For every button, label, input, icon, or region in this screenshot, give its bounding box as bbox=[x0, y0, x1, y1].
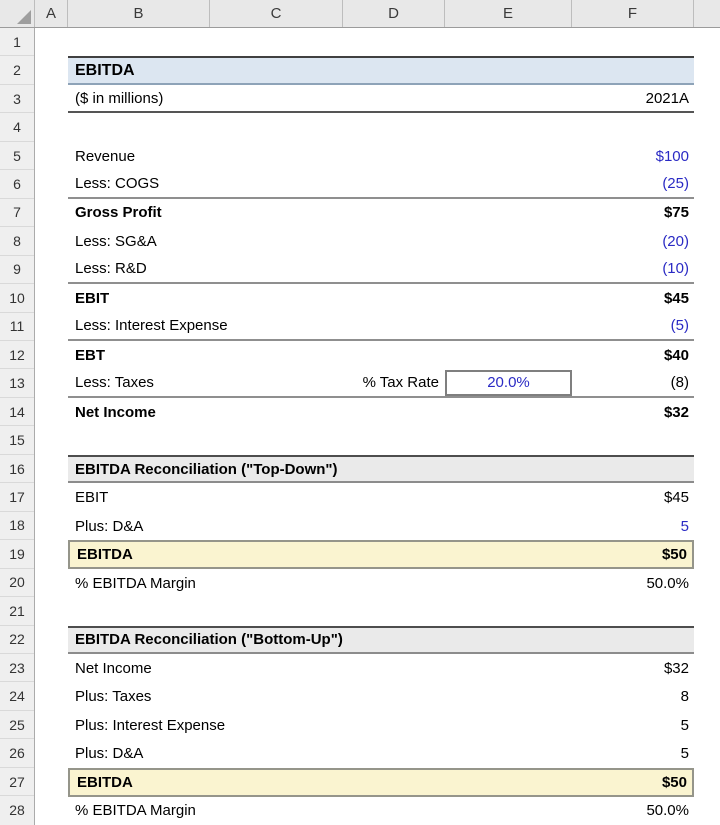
row-recon-bottom-net-income bbox=[68, 654, 694, 682]
row-ebt bbox=[68, 341, 694, 369]
recon-bottom-margin-label[interactable]: % EBITDA Margin bbox=[75, 802, 196, 820]
row-header-3[interactable]: 3 bbox=[0, 85, 34, 113]
row-header-1[interactable]: 1 bbox=[0, 28, 34, 56]
column-header-d[interactable]: D bbox=[343, 0, 445, 27]
select-all-icon bbox=[17, 10, 31, 24]
row-recon-bottom-taxes bbox=[68, 683, 694, 711]
row-header-10[interactable]: 10 bbox=[0, 284, 34, 312]
row-recon-bottom-ebitda bbox=[68, 768, 694, 796]
row-header-22[interactable]: 22 bbox=[0, 626, 34, 654]
row-units bbox=[68, 85, 694, 113]
gross-profit-value[interactable]: $75 bbox=[663, 204, 689, 222]
gross-profit-label[interactable]: Gross Profit bbox=[75, 204, 162, 222]
recon-bottom-ebitda-label[interactable]: EBITDA bbox=[77, 773, 133, 791]
recon-bottom-da-label[interactable]: Plus: D&A bbox=[75, 745, 144, 763]
sga-label[interactable]: Less: SG&A bbox=[75, 232, 157, 250]
row-header-12[interactable]: 12 bbox=[0, 341, 34, 369]
row-header-23[interactable]: 23 bbox=[0, 654, 34, 682]
row-header-26[interactable]: 26 bbox=[0, 739, 34, 767]
recon-top-margin-label[interactable]: % EBITDA Margin bbox=[75, 574, 196, 592]
ebt-value[interactable]: $40 bbox=[663, 346, 689, 364]
row-header-4[interactable]: 4 bbox=[0, 113, 34, 141]
row-recon-bottom-interest bbox=[68, 711, 694, 739]
column-header-e[interactable]: E bbox=[445, 0, 572, 27]
row-recon-top-header bbox=[68, 455, 694, 483]
row-recon-bottom-da bbox=[68, 740, 694, 768]
column-header-f[interactable]: F bbox=[572, 0, 694, 27]
ebt-label[interactable]: EBT bbox=[75, 346, 105, 364]
revenue-label[interactable]: Revenue bbox=[75, 147, 136, 165]
row-headers bbox=[0, 28, 35, 825]
recon-bottom-taxes-value[interactable]: 8 bbox=[680, 688, 689, 706]
row-header-5[interactable]: 5 bbox=[0, 142, 34, 170]
recon-top-ebitda-value[interactable]: $50 bbox=[661, 546, 687, 564]
recon-top-ebit-value[interactable]: $45 bbox=[663, 489, 689, 507]
recon-bottom-margin-value[interactable]: 50.0% bbox=[646, 802, 689, 820]
rnd-label[interactable]: Less: R&D bbox=[75, 260, 147, 278]
interest-expense-label[interactable]: Less: Interest Expense bbox=[75, 317, 228, 335]
column-header-a[interactable]: A bbox=[35, 0, 68, 27]
row-header-6[interactable]: 6 bbox=[0, 170, 34, 198]
interest-expense-value[interactable]: (5) bbox=[670, 317, 689, 335]
row-recon-bottom-margin bbox=[68, 797, 694, 825]
rnd-value[interactable]: (10) bbox=[662, 260, 689, 278]
row-taxes bbox=[68, 370, 694, 398]
recon-bottom-interest-label[interactable]: Plus: Interest Expense bbox=[75, 716, 226, 734]
column-header-c[interactable]: C bbox=[210, 0, 343, 27]
row-header-18[interactable]: 18 bbox=[0, 512, 34, 540]
sga-value[interactable]: (20) bbox=[662, 232, 689, 250]
tax-rate-input[interactable]: 20.0% bbox=[445, 370, 572, 396]
column-header-b[interactable]: B bbox=[68, 0, 210, 27]
recon-top-da-label[interactable]: Plus: D&A bbox=[75, 517, 144, 535]
taxes-label[interactable]: Less: Taxes bbox=[75, 374, 154, 392]
row-header-20[interactable]: 20 bbox=[0, 569, 34, 597]
recon-bottom-da-value[interactable]: 5 bbox=[680, 745, 689, 763]
net-income-value[interactable]: $32 bbox=[663, 403, 689, 421]
recon-bottom-net-income-label[interactable]: Net Income bbox=[75, 659, 152, 677]
row-header-16[interactable]: 16 bbox=[0, 455, 34, 483]
row-header-9[interactable]: 9 bbox=[0, 256, 34, 284]
row-header-11[interactable]: 11 bbox=[0, 313, 34, 341]
row-header-17[interactable]: 17 bbox=[0, 483, 34, 511]
row-gross-profit bbox=[68, 199, 694, 227]
row-header-27[interactable]: 27 bbox=[0, 768, 34, 796]
row-header-13[interactable]: 13 bbox=[0, 369, 34, 397]
cogs-value[interactable]: (25) bbox=[662, 175, 689, 193]
recon-top-ebit-label[interactable]: EBIT bbox=[75, 489, 109, 507]
row-recon-top-margin bbox=[68, 569, 694, 597]
row-net-income bbox=[68, 398, 694, 426]
row-ebit bbox=[68, 284, 694, 312]
column-header-partial[interactable] bbox=[694, 0, 720, 27]
row-recon-top-ebit bbox=[68, 483, 694, 511]
row-interest-expense bbox=[68, 313, 694, 341]
taxes-value[interactable]: (8) bbox=[670, 374, 689, 392]
row-recon-bottom-header bbox=[68, 626, 694, 654]
row-header-2[interactable]: 2 bbox=[0, 56, 34, 84]
recon-bottom-net-income-value[interactable]: $32 bbox=[663, 659, 689, 677]
row-header-25[interactable]: 25 bbox=[0, 711, 34, 739]
recon-top-ebitda-label[interactable]: EBITDA bbox=[77, 546, 133, 564]
recon-bottom-ebitda-value[interactable]: $50 bbox=[661, 773, 687, 791]
revenue-value[interactable]: $100 bbox=[655, 147, 689, 165]
ebit-label[interactable]: EBIT bbox=[75, 289, 110, 307]
row-rnd bbox=[68, 256, 694, 284]
row-sga bbox=[68, 227, 694, 255]
tax-rate-label[interactable]: % Tax Rate bbox=[362, 374, 439, 392]
recon-bottom-interest-value[interactable]: 5 bbox=[680, 716, 689, 734]
recon-top-da-value[interactable]: 5 bbox=[680, 517, 689, 535]
row-recon-top-da bbox=[68, 512, 694, 540]
net-income-label[interactable]: Net Income bbox=[75, 403, 156, 421]
select-all-corner[interactable] bbox=[0, 0, 35, 27]
row-header-21[interactable]: 21 bbox=[0, 597, 34, 625]
row-revenue bbox=[68, 142, 694, 170]
row-header-24[interactable]: 24 bbox=[0, 682, 34, 710]
row-header-28[interactable]: 28 bbox=[9, 802, 25, 819]
sheet-title[interactable]: EBITDA bbox=[75, 61, 135, 79]
column-headers bbox=[0, 0, 720, 28]
row-recon-top-ebitda bbox=[68, 540, 694, 568]
recon-top-header[interactable]: EBITDA Reconciliation ("Top-Down") bbox=[75, 460, 338, 478]
row-header-8[interactable]: 8 bbox=[0, 227, 34, 255]
ebit-value[interactable]: $45 bbox=[663, 289, 689, 307]
recon-bottom-taxes-label[interactable]: Plus: Taxes bbox=[75, 688, 152, 706]
row-title bbox=[68, 56, 694, 84]
row-header-19[interactable]: 19 bbox=[0, 540, 34, 568]
period-header[interactable]: 2021A bbox=[645, 89, 689, 107]
units-note[interactable]: ($ in millions) bbox=[75, 89, 164, 107]
cogs-label[interactable]: Less: COGS bbox=[75, 175, 160, 193]
row-cogs bbox=[68, 170, 694, 198]
row-header-15[interactable]: 15 bbox=[0, 426, 34, 454]
recon-top-margin-value[interactable]: 50.0% bbox=[646, 574, 689, 592]
row-header-14[interactable]: 14 bbox=[0, 398, 34, 426]
row-header-7[interactable]: 7 bbox=[0, 199, 34, 227]
recon-bottom-header[interactable]: EBITDA Reconciliation ("Bottom-Up") bbox=[75, 631, 343, 649]
